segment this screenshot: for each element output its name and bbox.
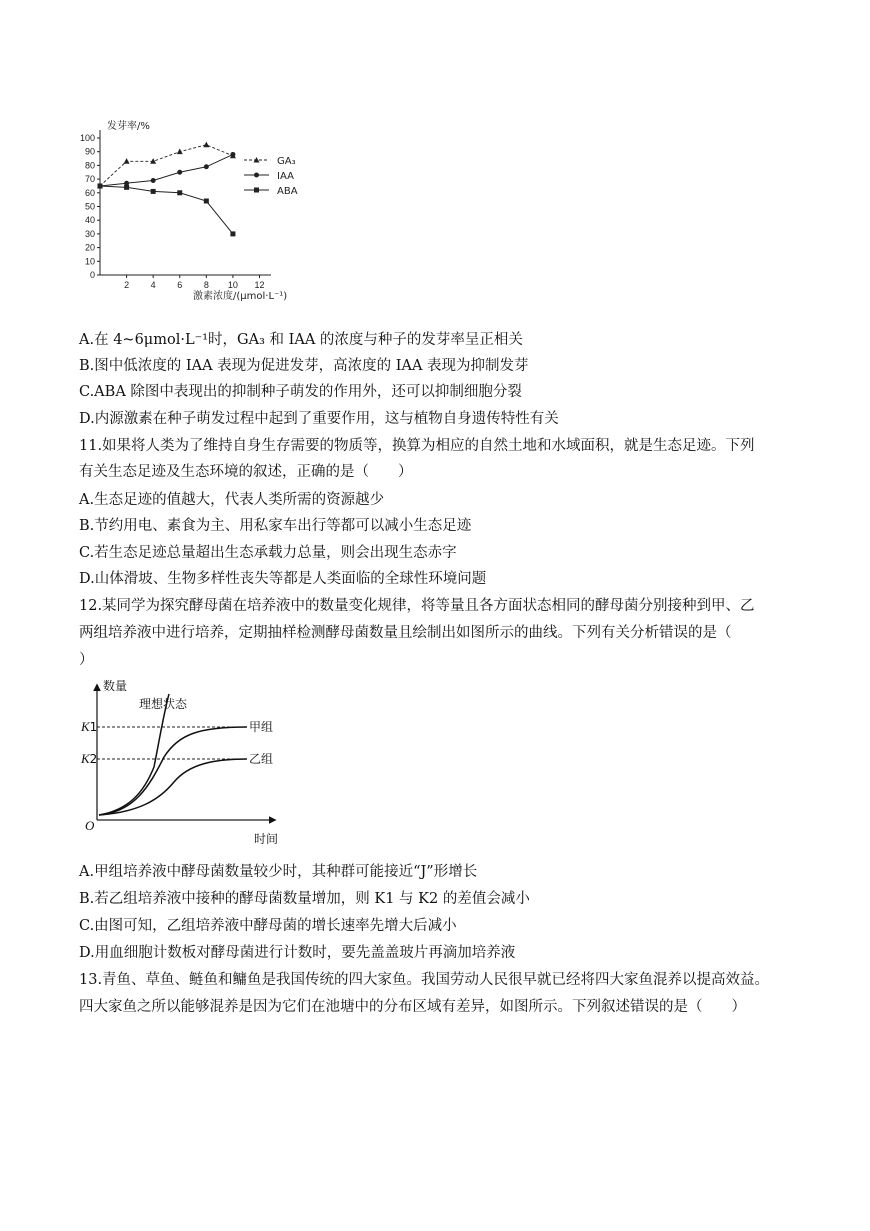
data-point-2 [124, 185, 129, 190]
data-point-1 [151, 178, 156, 183]
x-tick-label: 6 [177, 280, 183, 290]
q10-option-b: B.图中低浓度的 IAA 表现为促进发芽，高浓度的 IAA 表现为抑制发芽 [79, 358, 529, 374]
y-tick-label: 10 [84, 256, 95, 267]
data-point-2 [204, 199, 209, 204]
group-b-curve [99, 759, 247, 815]
q12-option-c: C.由图可知，乙组培养液中酵母菌的增长速率先增大后减小 [79, 918, 457, 934]
germination-chart [79, 112, 319, 307]
y-axis-label-2: 数量 [103, 679, 128, 693]
data-point-0 [124, 158, 130, 164]
y-tick-label: 30 [84, 228, 95, 239]
legend-label-ga3: GA₃ [277, 156, 296, 167]
y-tick-label: 20 [84, 242, 95, 253]
y-tick-label: 40 [84, 215, 95, 226]
q12-option-b: B.若乙组培养液中接种的酵母菌数量增加，则 K1 与 K2 的差值会减小 [79, 891, 530, 907]
data-point-0 [203, 142, 209, 148]
chart1-legend [244, 156, 298, 197]
q13-stem-line1: 13.青鱼、草鱼、鲢鱼和鳙鱼是我国传统的四大家鱼。我国劳动人民很早就已经将四大家鱼混养以提高效益。 [79, 972, 770, 988]
q12-stem-line1: 12.某同学为探究酵母菌在培养液中的数量变化规律，将等量且各方面状态相同的酵母菌分别接种到甲、乙 [79, 598, 755, 614]
data-point-1 [230, 152, 235, 157]
q10-option-d: D.内源激素在种子萌发过程中起到了重要作用，这与植物自身遗传特性有关 [79, 411, 559, 427]
legend-marker-iaa [254, 173, 259, 178]
group-a-label: 甲组 [249, 720, 274, 734]
ideal-curve-label: 理想状态 [139, 697, 188, 711]
x-tick-label: 8 [203, 280, 209, 290]
origin-label: O [85, 818, 95, 833]
series-line-2 [100, 186, 233, 234]
q11-option-d: D.山体滑坡、生物多样性丧失等都是人类面临的全球性环境问题 [79, 571, 487, 587]
legend-label-iaa: IAA [277, 171, 294, 182]
q11-option-c: C.若生态足迹总量超出生态承载力总量，则会出现生态赤字 [79, 545, 457, 561]
data-point-2 [98, 183, 103, 188]
data-point-2 [177, 190, 182, 195]
y-axis-label: 发芽率/% [107, 121, 150, 132]
legend-marker-aba [254, 188, 259, 193]
group-a-curve [99, 727, 247, 815]
k2-label: K2 [81, 751, 98, 766]
data-point-0 [177, 149, 183, 155]
q11-option-b: B.节约用电、素食为主、用私家车出行等都可以减小生态足迹 [79, 518, 472, 534]
y-tick-label: 90 [84, 146, 95, 157]
q12-stem-line2: 两组培养液中进行培养，定期抽样检测酵母菌数量且绘制出如图所示的曲线。下列有关分析错误的是（ [79, 625, 732, 641]
y-tick-label: 60 [84, 187, 95, 198]
series-line-0 [100, 145, 233, 186]
q12-option-d: D.用血细胞计数板对酵母菌进行计数时，要先盖盖玻片再滴加培养液 [79, 945, 516, 961]
k1-label: K1 [81, 719, 98, 734]
y-tick-label: 50 [84, 201, 95, 212]
x-axis-label-2: 时间 [254, 832, 279, 846]
data-point-2 [230, 231, 235, 236]
data-point-1 [177, 170, 182, 175]
legend-label-aba: ABA [277, 186, 298, 197]
y-tick-label: 0 [89, 270, 95, 280]
q11-stem-line2: 有关生态足迹及生态环境的叙述，正确的是（ ） [79, 464, 413, 480]
chart1-ticks [80, 133, 265, 290]
group-b-label: 乙组 [249, 752, 274, 766]
y-tick-label: 70 [84, 174, 95, 185]
chart1-series [97, 142, 236, 237]
x-tick-label: 12 [254, 280, 265, 290]
x-axis-label: 激素浓度/(μmol·L⁻¹) [193, 291, 288, 302]
q12-option-a: A.甲组培养液中酵母菌数量较少时，其种群可能接近“J”形增长 [79, 864, 478, 880]
q10-option-a: A.在 4~6μmol·L⁻¹时，GA₃ 和 IAA 的浓度与种子的发芽率呈正相关 [79, 332, 523, 348]
y-tick-label: 80 [84, 160, 95, 171]
q11-stem-line1: 11.如果将人类为了维持自身生存需要的物质等，换算为相应的自然土地和水域面积，就是生态足迹。下列 [79, 438, 755, 454]
q11-option-a: A.生态足迹的值越大，代表人类所需的资源越少 [79, 492, 385, 508]
q12-stem-line3: ） [79, 652, 94, 668]
x-tick-label: 4 [150, 280, 156, 290]
y-tick-label: 100 [79, 133, 95, 143]
data-point-1 [204, 164, 209, 169]
data-point-2 [151, 189, 156, 194]
series-line-1 [100, 154, 233, 186]
yeast-growth-chart [79, 672, 289, 847]
q13-stem-line2: 四大家鱼之所以能够混养是因为它们在池塘中的分布区域有差异，如图所示。下列叙述错误的是（ ） [79, 999, 746, 1015]
x-tick-label: 10 [227, 280, 238, 290]
q10-option-c: C.ABA 除图中表现出的抑制种子萌发的作用外，还可以抑制细胞分裂 [79, 384, 522, 400]
x-tick-label: 2 [124, 280, 130, 290]
